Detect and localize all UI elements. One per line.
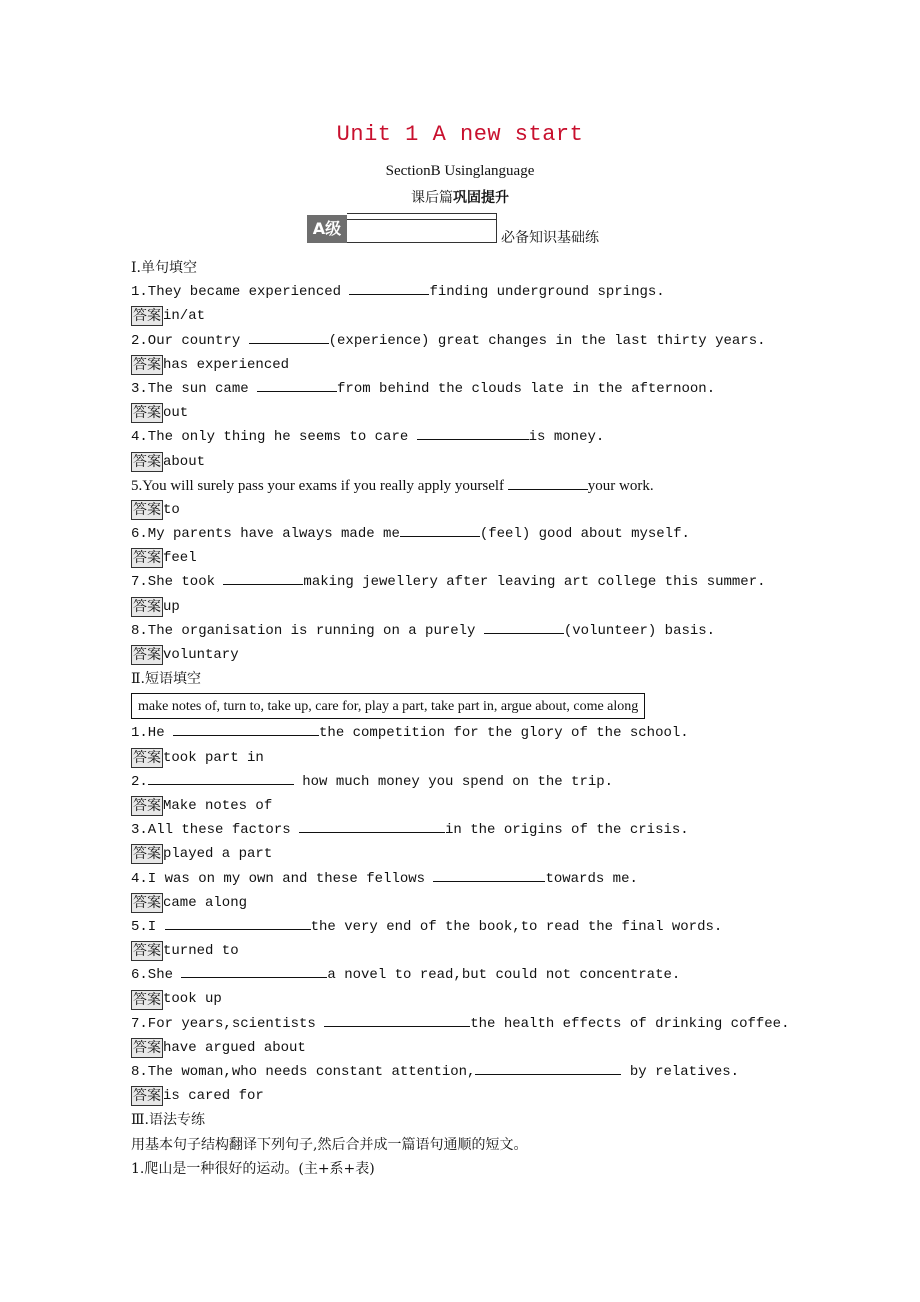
answer-text: played a part (163, 846, 273, 863)
question-3 (131, 377, 811, 401)
question-4 (131, 425, 811, 449)
part3-item-1: 1.爬山是一种很好的运动。(主+系+表) (131, 1160, 375, 1177)
answer-text: have argued about (163, 1039, 306, 1056)
phrase-question-2 (131, 770, 811, 794)
question-text: (volunteer) basis. (563, 622, 716, 639)
answer-blank[interactable] (181, 963, 327, 978)
question-text: how much money you spend on the trip. (293, 773, 614, 790)
phrase-question-4 (131, 867, 811, 891)
answer-blank[interactable] (299, 818, 445, 833)
phrase-answer-5 (131, 939, 811, 963)
question-text: (experience) great changes in the last thirty years. (328, 332, 766, 349)
answer-tag: 答案 (133, 550, 161, 567)
answer-text: voluntary (163, 647, 239, 663)
answer-blank[interactable] (475, 1060, 621, 1075)
section-title: SectionB Usinglanguage (385, 163, 535, 179)
answer-8 (131, 643, 811, 667)
question-text: making jewellery after leaving art college this summer. (303, 574, 766, 591)
question-text: 4.I was on my own and these fellows (131, 870, 434, 887)
answer-blank[interactable] (324, 1012, 470, 1027)
answer-blank[interactable] (484, 619, 564, 634)
answer-tag: 答案 (133, 405, 161, 422)
question-2 (131, 329, 811, 353)
question-text: 1.They became experienced (131, 284, 350, 301)
phrase-question-8 (131, 1060, 811, 1084)
answer-text: is cared for (163, 1088, 264, 1105)
answer-text: in/at (163, 308, 206, 325)
answer-tag: 答案 (133, 501, 161, 518)
question-8 (131, 619, 811, 643)
answer-blank[interactable] (257, 377, 337, 392)
answer-text: up (163, 598, 180, 615)
answer-tag: 答案 (133, 991, 161, 1008)
answer-text: took up (163, 991, 222, 1008)
answer-text: to (163, 501, 180, 518)
answer-blank[interactable] (400, 522, 480, 537)
question-7 (131, 570, 811, 594)
question-text: the health effects of drinking coffee. (470, 1015, 790, 1032)
question-6 (131, 522, 811, 546)
part3-instruction: 用基本句子结构翻译下列句子,然后合并成一篇语句通顺的短文。 (131, 1136, 528, 1153)
phrase-question-6 (131, 963, 811, 987)
question-text: 5.I (131, 918, 165, 935)
phrase-answer-1 (131, 746, 811, 770)
answer-blank[interactable] (173, 721, 319, 736)
word-box-row (131, 691, 811, 721)
answer-tag: 答案 (133, 356, 161, 373)
question-text: 6.She (131, 967, 182, 984)
answer-text: turned to (163, 943, 239, 960)
answer-tag: 答案 (133, 894, 161, 911)
answer-tag: 答案 (133, 846, 161, 863)
part2-heading: Ⅱ.短语填空 (131, 671, 201, 688)
answer-blank[interactable] (508, 475, 588, 490)
phrase-question-5 (131, 915, 811, 939)
question-text: 4.The only thing he seems to care (131, 429, 417, 446)
question-text: is money. (528, 429, 605, 446)
answer-blank[interactable] (433, 867, 545, 882)
question-text: 6.My parents have always made me (131, 526, 400, 543)
part1-heading: Ⅰ.单句填空 (131, 260, 197, 276)
answer-text: about (163, 453, 206, 470)
question-text: 1.He (131, 725, 174, 742)
question-text: 8.The organisation is running on a purely (131, 622, 484, 639)
answer-6 (131, 546, 811, 570)
answer-blank[interactable] (148, 770, 294, 785)
page-title: Unit 1 A new start (336, 122, 584, 147)
question-text: finding underground springs. (429, 284, 665, 301)
question-text: the very end of the book,to read the final words. (310, 918, 723, 935)
part3-heading: Ⅲ.语法专练 (131, 1112, 205, 1129)
answer-2 (131, 353, 811, 377)
phrase-question-3 (131, 818, 811, 842)
answer-blank[interactable] (349, 280, 429, 295)
level-badge: A级 (307, 215, 347, 243)
question-text: 2. (131, 773, 148, 790)
question-5 (131, 474, 811, 498)
question-text: the competition for the glory of the school. (319, 725, 689, 742)
question-text: 7.For years,scientists (131, 1015, 325, 1032)
level-box (347, 213, 497, 243)
answer-text: Make notes of (163, 797, 273, 814)
answer-tag: 答案 (133, 308, 161, 325)
answer-text: out (163, 405, 189, 422)
answer-tag: 答案 (133, 798, 161, 815)
answer-blank[interactable] (249, 329, 329, 344)
answer-tag: 答案 (133, 1088, 161, 1105)
answer-tag: 答案 (133, 943, 161, 960)
answer-5 (131, 498, 811, 522)
question-text: 7.She took (131, 574, 224, 591)
subtitle-plain: 课后篇 (411, 190, 453, 206)
answer-tag: 答案 (133, 453, 161, 470)
phrase-question-1 (131, 721, 811, 745)
question-1 (131, 280, 811, 304)
phrase-answer-4 (131, 891, 811, 915)
answer-text: took part in (163, 749, 264, 766)
answer-7 (131, 595, 811, 619)
question-text: in the origins of the crisis. (445, 822, 689, 839)
question-text: towards me. (545, 870, 638, 887)
word-box: make notes of, turn to, take up, care for, play a part, take part in, argue about, come along (131, 693, 645, 719)
phrase-answer-7 (131, 1036, 811, 1060)
practice-subtitle (0, 187, 920, 207)
question-text: 3.The sun came (131, 380, 258, 397)
question-text: a novel to read,but could not concentrate. (327, 967, 681, 984)
question-text: 2.Our country (131, 332, 249, 349)
answer-text: came along (163, 894, 248, 911)
answer-tag: 答案 (133, 647, 161, 664)
question-text: 3.All these factors (131, 822, 300, 839)
question-text: by relatives. (621, 1064, 740, 1080)
answer-tag: 答案 (133, 749, 161, 766)
level-text: 必备知识基础练 (501, 230, 599, 246)
phrase-question-7 (131, 1012, 811, 1036)
answer-text: has experienced (163, 356, 290, 373)
subtitle-bold: 巩固提升 (453, 190, 509, 206)
phrase-answer-3 (131, 842, 811, 866)
exercise-content (131, 256, 811, 1181)
answer-1 (131, 304, 811, 328)
phrase-answer-8 (131, 1084, 811, 1108)
question-text: 5.You will surely pass your exams if you really apply yourself (131, 477, 508, 494)
question-text: from behind the clouds late in the afternoon. (337, 380, 716, 397)
answer-blank[interactable] (165, 915, 311, 930)
question-text: your work. (587, 477, 654, 494)
phrase-answer-2 (131, 794, 811, 818)
question-text: (feel) good about myself. (479, 526, 690, 543)
answer-tag: 答案 (133, 598, 161, 615)
answer-text: feel (163, 550, 197, 567)
answer-blank[interactable] (417, 425, 529, 440)
answer-blank[interactable] (223, 570, 303, 585)
question-text: 8.The woman,who needs constant attention, (131, 1064, 476, 1080)
phrase-answer-6 (131, 987, 811, 1011)
answer-tag: 答案 (133, 1039, 161, 1056)
answer-4 (131, 450, 811, 474)
answer-3 (131, 401, 811, 425)
